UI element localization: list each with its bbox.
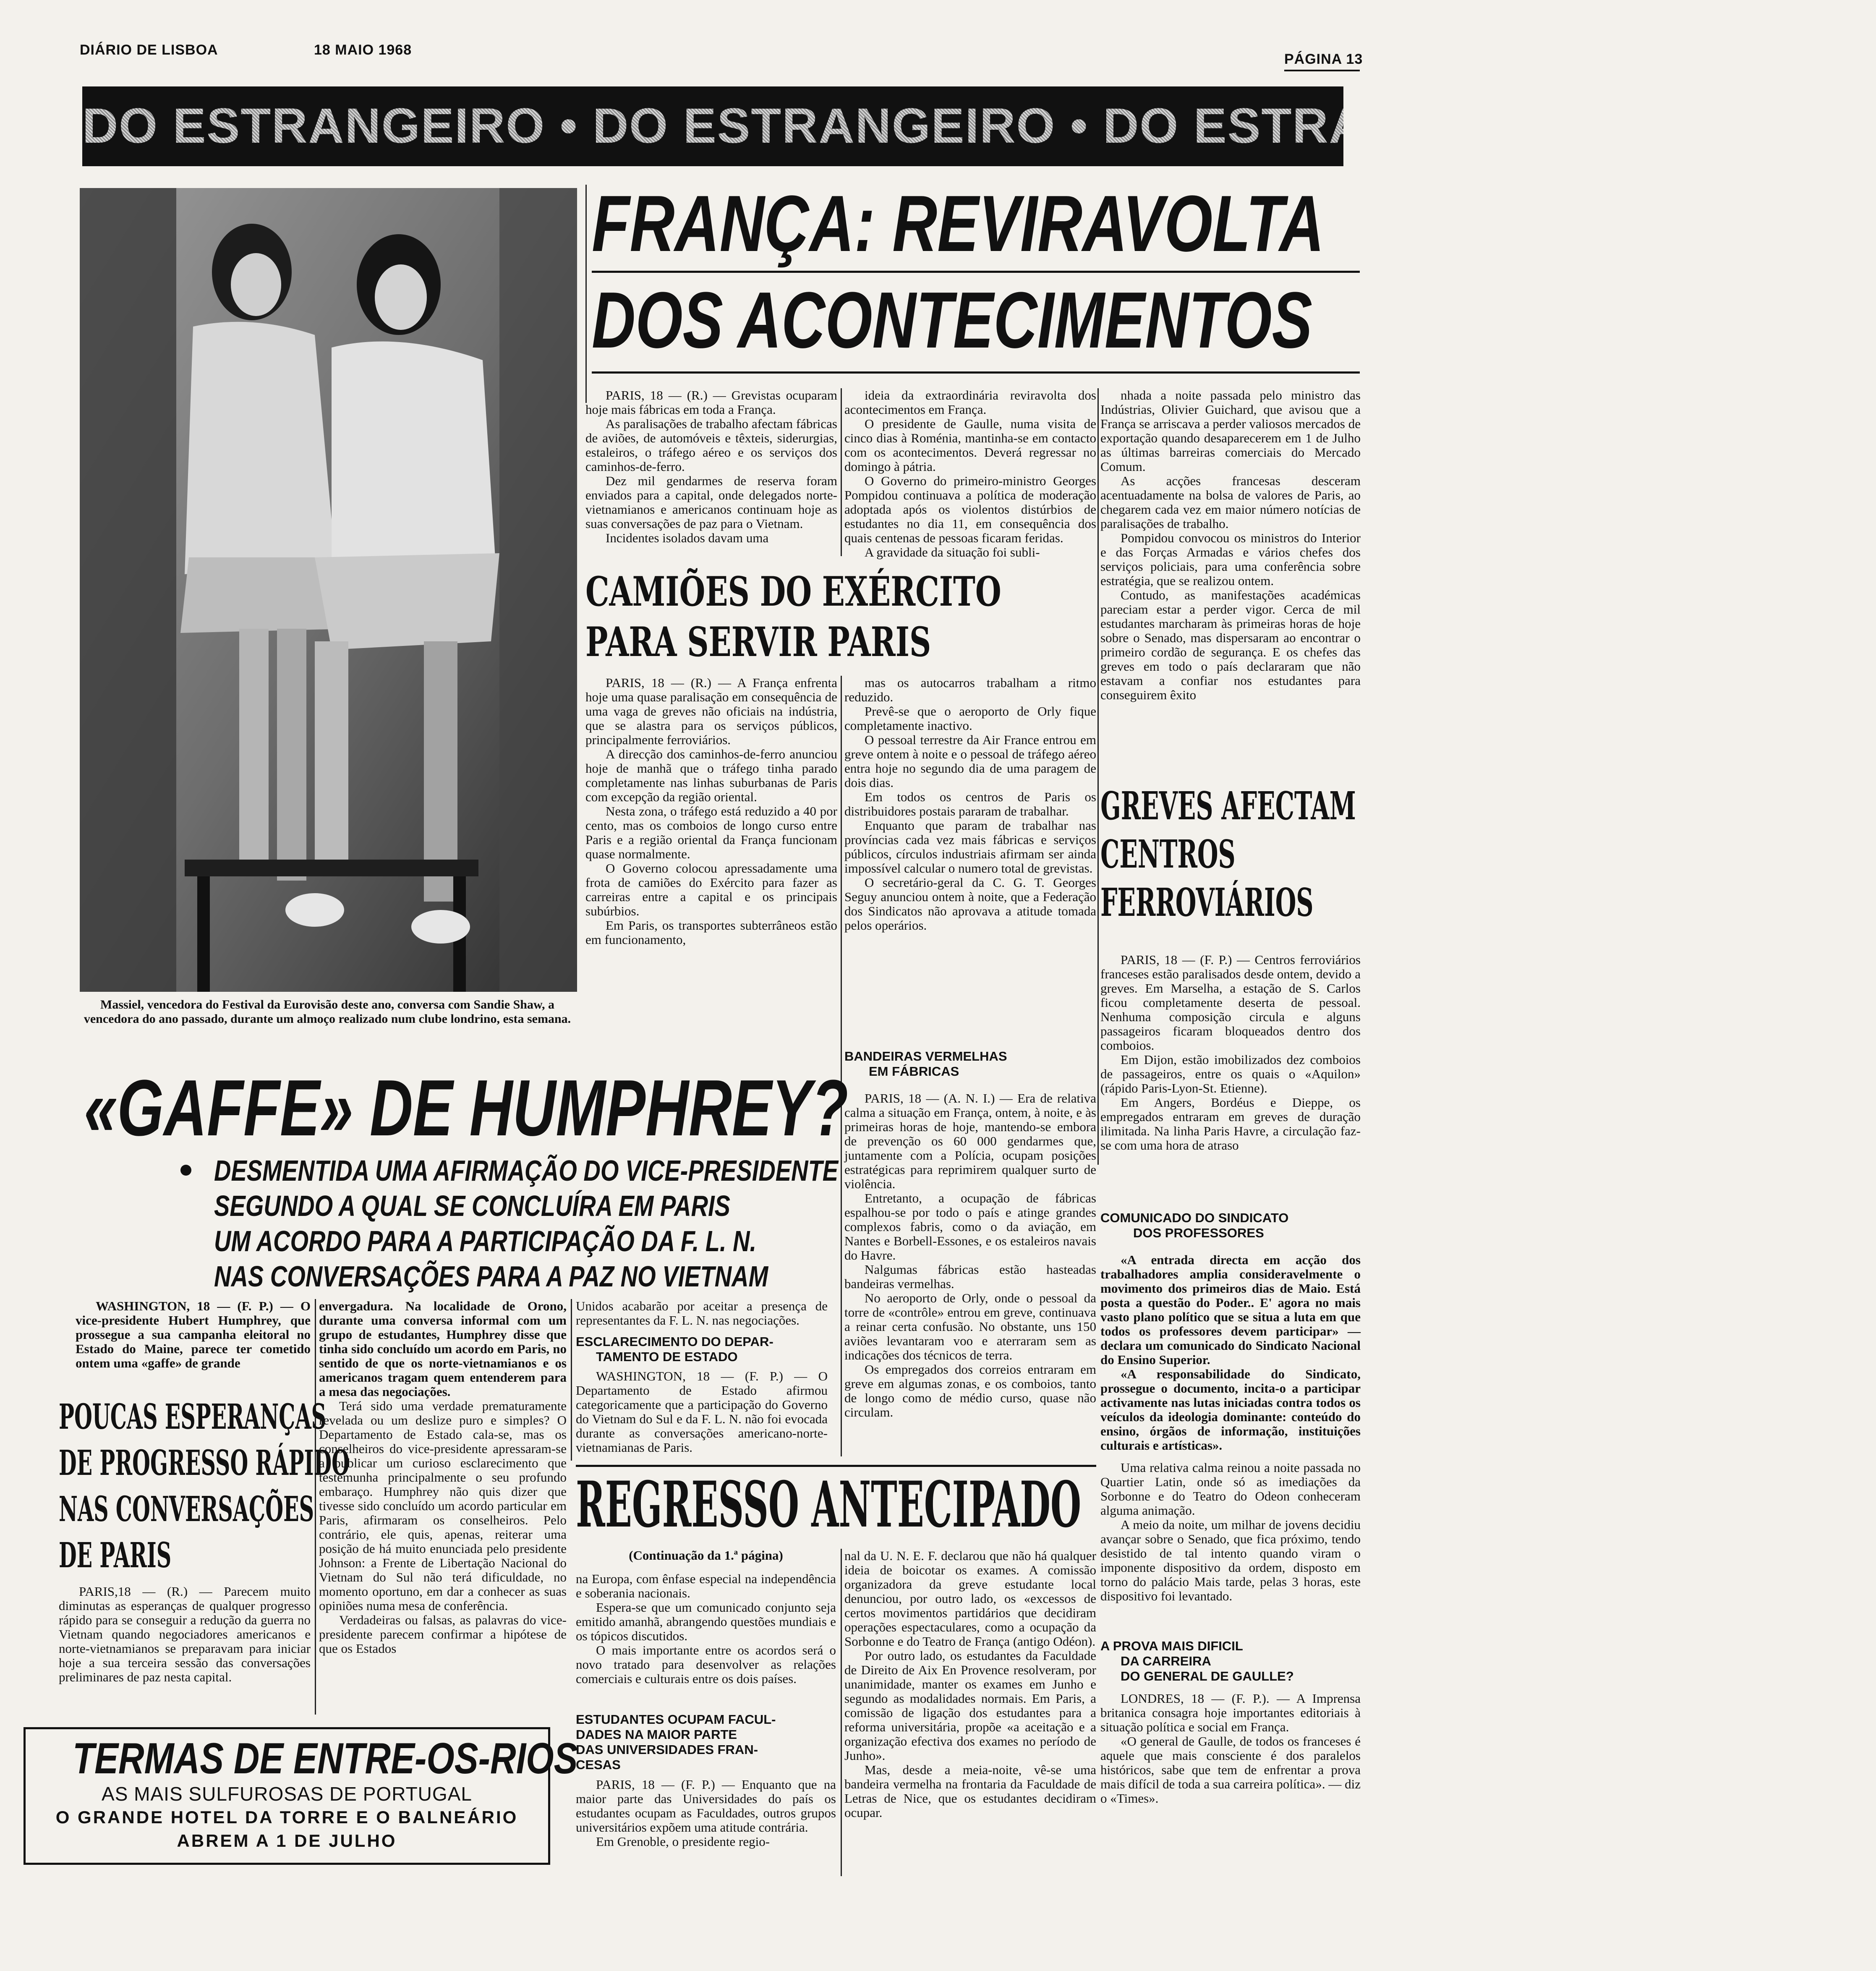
humphrey-subtitle-line-4: NAS CONVERSAÇÕES PARA A PAZ NO VIETNAM — [214, 1260, 768, 1293]
union-title-line-2: DOS PROFESSORES — [1133, 1226, 1264, 1240]
headline-rule — [576, 1465, 1096, 1467]
paragraph: mas os autocarros trabalham a ritmo reduzido. — [844, 675, 1096, 704]
column-rule — [585, 185, 587, 403]
paragraph: LONDRES, 18 — (F. P.). — A Imprensa britanica consagra hoje importantes editoriais à situação política e social em França. — [1100, 1691, 1361, 1734]
rail-headline-line-1: GREVES AFECTAM — [1100, 783, 1356, 829]
gaulle-title-line-2: DA CARREIRA — [1121, 1654, 1211, 1668]
paragraph: Nalgumas fábricas estão hasteadas bandeiras vermelhas. — [844, 1262, 1096, 1291]
section-banner-text: DO ESTRANGEIRO • DO ESTRANGEIRO • DO ESTRANGEIRO • DO ESTRA — [82, 97, 1343, 155]
students-title-line-4: CESAS — [576, 1757, 621, 1772]
paragraph: O secretário-geral da C. G. T. Georges Seguy anunciou ontem à noite, que a Federação dos Sindicatos não aprovava a atitude tomada pelos operários. — [844, 875, 1096, 933]
paragraph: nal da U. N. E. F. declarou que não há qualquer ideia de boicotar os exames. A comissão organizadora da greve estudante local denunciou, por outro lado, os «excessos de certos movimentos partidários que decidiram operações espectaculares, como a ocupação da Sorbonne e do Teatro de França (antigo Odéon). — [844, 1548, 1096, 1649]
page-number-underline — [1284, 70, 1360, 71]
humphrey-headline: «GAFFE» DE HUMPHREY? — [84, 1064, 849, 1153]
paragraph: Dez mil gendarmes de reserva foram enviados para a capital, onde delegados norte-vietnamianos e americanos continuam hoje as suas conversações de paz para o Vietnam. — [585, 473, 837, 531]
hopes-headline-line-1: POUCAS ESPERANÇAS — [59, 1397, 327, 1437]
rail-headline-line-3: FERROVIÁRIOS — [1100, 880, 1314, 925]
gaulle-column — [1100, 1691, 1361, 1826]
paragraph: Prevê-se que o aeroporto de Orly fique completamente inactivo. — [844, 704, 1096, 733]
paragraph: O pessoal terrestre da Air France entrou em greve ontem à noite e o pessoal de tráfego aéreo entra hoje no segundo dia de uma paragem de dois dias. — [844, 732, 1096, 790]
newspaper-name: DIÁRIO DE LISBOA — [80, 42, 218, 58]
return-headline: REGRESSO ANTECIPADO — [576, 1468, 1082, 1542]
paragraph: PARIS, 18 — (R.) — A França enfrenta hoje uma quase paralisação em consequência de uma vaga de greves não oficiais na indústria, que se alastra para os serviços públicos, principalmente ferroviários. — [585, 675, 837, 747]
students-title-line-1: ESTUDANTES OCUPAM FACUL- — [576, 1712, 776, 1727]
paragraph: Os empregados dos correios entraram em greve em algumas zonas, e os comboios, tanto de longo como de médio curso, quase não circulam. — [844, 1362, 1096, 1419]
france-column-2 — [844, 388, 1096, 559]
paragraph: nhada a noite passada pelo ministro das Indústrias, Olivier Guichard, que avisou que a França se arriscava a perder valiosos mercados de exportação quando desaparecerem em 1 de Julho as últimas barreiras comerciais do Mercado Comum. — [1100, 388, 1361, 474]
paragraph: Em Grenoble, o presidente regio- — [596, 1834, 770, 1849]
union-column — [1100, 1252, 1361, 1453]
rail-column — [1100, 953, 1361, 1188]
ad-title: TERMAS DE ENTRE-OS-RIOS — [73, 1734, 578, 1783]
students-column — [576, 1778, 836, 1874]
paragraph: Em Angers, Bordéus e Dieppe, os empregados entraram em greves de duração ilimitada. Na linha Paris Havre, a circulação faz-se com uma hora de atraso — [1100, 1095, 1361, 1153]
paragraph: Incidentes isolados davam uma — [606, 531, 769, 545]
paragraph: Em Dijon, estão imobilizados dez comboios de passageiros, entre os quais o «Aquilon» (rápido Paris-Lyon-St. Etienne). — [1100, 1052, 1361, 1095]
hopes-headline-line-3: NAS CONVERSAÇÕES — [59, 1489, 314, 1529]
paragraph: na Europa, com ênfase especial na independência e soberania nacionais. — [576, 1571, 836, 1600]
paragraph: WASHINGTON, 18 — (F. P.) — O vice-presidente Hubert Humphrey, que prossegue a sua campanha eleitoral no Estado do Maine, parece ter cometido ontem uma «gaffe» de grande — [76, 1299, 311, 1370]
paragraph: PARIS, 18 — (A. N. I.) — Era de relativa calma a situação em França, ontem, à noite, e às primeiras horas de hoje, mantendo-se embora de prevenção os 60 000 gendarmes que, juntamente com a Polícia, ocupam posições estratégicas para reprimirem qualquer surto de violência. — [844, 1091, 1096, 1191]
ad-subtitle: AS MAIS SULFUROSAS DE PORTUGAL — [102, 1783, 472, 1805]
paragraph: As paralisações de trabalho afectam fábricas de aviões, de automóveis e têxteis, siderurgias, estaleiros, o tráfego aéreo e os serviços dos caminhos-de-ferro. — [585, 416, 837, 474]
page-number: PÁGINA 13 — [1284, 51, 1363, 67]
headline-rule — [592, 271, 1360, 273]
column-rule — [315, 1299, 316, 1715]
humphrey-column-1 — [76, 1299, 311, 1400]
paragraph: Verdadeiras ou falsas, as palavras do vice-presidente parecem confirmar a hipótese de que os Estados — [319, 1613, 567, 1656]
paragraph: No aeroporto de Orly, onde o pessoal da torre de «contrôle» entrou em greve, continuava a reinar certa confusão. No obstante, uns 150 aviões levantaram voo e aterraram sem as indicações dos técnicos de terra. — [844, 1291, 1096, 1362]
paragraph: Em Paris, os transportes subterrâneos estão em funcionamento, — [585, 918, 837, 947]
paragraph: «A entrada directa em acção dos trabalhadores amplia consideravelmente o movimento dos primeiros dias de Maio. Está posta a questão do Poder.. E' agora no mais vasto plano político que se situa a luta em que todos os professores devem participar» — declara um comunicado do Sindicato Nacional do Ensino Superior. — [1100, 1252, 1361, 1367]
paragraph: A gravidade da situação foi subli- — [865, 545, 1040, 559]
france-headline-line-2: DOS ACONTECIMENTOS — [592, 276, 1312, 365]
humphrey-column-3 — [576, 1299, 828, 1333]
bullet-icon — [180, 1165, 191, 1176]
paragraph: Nesta zona, o tráfego está reduzido a 40 por cento, mas os comboios de longo curso entre Paris e a região oriental da França funcionam quase normalmente. — [585, 804, 837, 861]
column-rule — [841, 388, 842, 556]
paragraph: Entretanto, a ocupação de fábricas espalhou-se por todo o país e atinge grandes complexos fabris, como o da aviação, em Nantes e Borbell-Essones, e os estaleiros navais do Havre. — [844, 1191, 1096, 1263]
humphrey-subtitle-line-1: DESMENTIDA UMA AFIRMAÇÃO DO VICE-PRESIDENTE — [214, 1154, 839, 1187]
rail-headline-line-2: CENTROS — [1100, 831, 1236, 877]
paragraph: PARIS, 18 — (F. P.) — Centros ferroviários franceses estão paralisados desde ontem, devido a greves. Em Marselha, a estação de S. Carlos ficou completamente deserta de pessoal. Nenhuma composição circula e alguns passageiros ficaram bloqueados dentro dos comboios. — [1100, 952, 1361, 1053]
france-headline-line-1: FRANÇA: REVIRAVOLTA — [592, 179, 1325, 268]
photo-caption: Massiel, vencedora do Festival da Eurovisão deste ano, conversa com Sandie Shaw, a vencedora do ano passado, durante um almoço realizado num clube londrino, esta semana. — [84, 998, 571, 1026]
france-column-3 — [1100, 388, 1361, 753]
paragraph: ideia da extraordinária reviravolta dos acontecimentos em França. — [844, 388, 1096, 417]
ad-opening-line: ABREM A 1 DE JULHO — [177, 1831, 397, 1851]
paragraph: PARIS, 18 — (F. P.) — Enquanto que na maior parte das Universidades do país os estudantes ocupam as Faculdades, outros grupos universitários expõem uma atitude contrária. — [576, 1777, 836, 1835]
column-rule — [571, 1299, 572, 1461]
hopes-headline-line-4: DE PARIS — [59, 1535, 172, 1576]
gaulle-title-line-3: DO GENERAL DE GAULLE? — [1121, 1669, 1294, 1683]
ad-hotel-line: O GRANDE HOTEL DA TORRE E O BALNEÁRIO — [55, 1807, 518, 1827]
column-rule — [1097, 388, 1099, 1165]
humphrey-subtitle-line-2: SEGUNDO A QUAL SE CONCLUÍRA EM PARIS — [214, 1189, 731, 1222]
paragraph: «O general de Gaulle, de todos os franceses é aquele que mais consciente é dos paralelos históricos, sabe que tem de enfrentar a prova mais difícil de toda a sua carreira política». — diz o «Times». — [1100, 1734, 1361, 1806]
paragraph: PARIS, 18 — (R.) — Grevistas ocuparam hoje mais fábricas em toda a França. — [585, 388, 837, 417]
humphrey-column-2 — [319, 1299, 567, 1715]
paragraph: Em todos os centros de Paris os distribuidores postais pararam de trabalhar. — [844, 789, 1096, 818]
headline-rule — [592, 371, 1360, 374]
union-title-line-1: COMUNICADO DO SINDICATO — [1100, 1210, 1289, 1225]
paragraph: Pompidou convocou os ministros do Interior e das Forças Armadas e vários chefes dos serviços policiais, para uma conferência sobre estratégia, que se realizou ontem. — [1100, 531, 1361, 588]
flags-title-line-1: BANDEIRAS VERMELHAS — [844, 1049, 1007, 1064]
state-dept-title-line-2: TAMENTO DE ESTADO — [596, 1349, 738, 1364]
section-banner — [82, 86, 1876, 166]
news-photo — [80, 188, 577, 992]
paragraph: O presidente de Gaulle, numa visita de cinco dias à Roménia, mantinha-se em contacto com os acontecimentos. Deverá regressar no domingo à pátria. — [844, 416, 1096, 474]
hopes-column — [59, 1584, 311, 1715]
photo-illustration — [80, 188, 577, 992]
humphrey-subtitle-line-3: UM ACORDO PARA A PARTICIPAÇÃO DA F. L. N. — [214, 1225, 757, 1257]
column-rule — [841, 1549, 842, 1876]
latin-quarter-column — [1100, 1461, 1361, 1624]
trucks-column-2 — [844, 676, 1096, 1053]
state-dept-column — [576, 1369, 828, 1461]
continuation-note: (Continuação da 1.ª página) — [629, 1548, 783, 1563]
hopes-headline-line-2: DE PROGRESSO RÁPIDO — [59, 1443, 350, 1483]
trucks-column-1 — [585, 676, 837, 1037]
trucks-headline-line-1: CAMIÕES DO EXÉRCITO — [585, 568, 1001, 615]
paragraph: envergadura. Na localidade de Orono, durante uma conversa informal com um grupo de estudantes, Humphrey disse que tinha sido concluído um acordo em Paris, no sentido de que os norte-vietnamianos e os americanos tragam quem entenderem para a mesa das negociações. — [319, 1299, 567, 1399]
students-title-line-2: DADES NA MAIOR PARTE — [576, 1727, 737, 1742]
issue-date: 18 MAIO 1968 — [314, 42, 412, 58]
paragraph: A direcção dos caminhos-de-ferro anunciou hoje de manhã que o tráfego tinha parado completamente nas linhas suburbanas de Paris com excepção da região oriental. — [585, 747, 837, 804]
state-dept-title-line-1: ESCLARECIMENTO DO DEPAR- — [576, 1334, 773, 1349]
paragraph: O Governo do primeiro-ministro Georges Pompidou continuava a política de moderação adoptada após os violentos distúrbios de estudantes no dia 11, em consequência dos quais centenas de pessoas ficaram feridas. — [844, 473, 1096, 545]
advertisement-box — [24, 1727, 578, 1865]
paragraph: Uma relativa calma reinou a noite passada no Quartier Latin, onde só as imediações da Sorbonne e do Teatro do Odeon conheceram alguma animação. — [1100, 1460, 1361, 1518]
paragraph: Espera-se que um comunicado conjunto seja emitido amanhã, abrangendo questões mundiais e os tópicos discutidos. — [576, 1600, 836, 1643]
students-title-line-3: DAS UNIVERSIDADES FRAN- — [576, 1742, 758, 1757]
paragraph: Por outro lado, os estudantes da Faculdade de Direito de Aix En Provence resolveram, por unanimidade, manter os exames em Junho e segundo as modalidades normais. Em Paris, a comissão de ligação dos estudantes para a reforma universitária, propõe «a aceitação e a organização efectiva dos exames no período de Junho». — [844, 1648, 1096, 1763]
paragraph: Enquanto que param de trabalhar nas províncias cada vez mais fábricas e serviços públicos, círculos industriais afirmam ser ainda impossível calcular o numero total de grevistas. — [844, 818, 1096, 876]
paragraph: PARIS,18 — (R.) — Parecem muito diminutas as esperanças de qualquer progresso rápido para se conseguir a redução da guerra no Vietnam quando negociadores americanos e norte-vietnamianos se preparavam para iniciar hoje a sua terceira sessão das conversações preliminares de paz nesta capital. — [59, 1584, 311, 1684]
paragraph: Unidos acabarão por aceitar a presença de representantes da F. L. N. nas negociações. — [576, 1299, 828, 1328]
paragraph: WASHINGTON, 18 — (F. P.) — O Departamento de Estado afirmou categoricamente que a participação do Governo do Vietnam do Sul e da F. L. N. não foi evocada durante as conversações americano-norte-vietnamianas de Paris. — [576, 1369, 828, 1455]
paragraph: «A responsabilidade do Sindicato, prossegue o documento, incita-o a participar activamente nas lutas iniciadas contra todos os veículos da ideologia dominante: conteúdo do ensino, órgãos de informação, instituições culturais e artísticas». — [1100, 1367, 1361, 1453]
paragraph: A meio da noite, um milhar de jovens decidiu avançar sobre o Senado, que fica próximo, tendo desistido de tal intento quando viram o imponente dispositivo da ordem, disposto em torno do palácio Mais tarde, pelas 3 horas, este dispositivo foi levantado. — [1100, 1517, 1361, 1603]
return-column-1 — [576, 1572, 836, 1706]
gaulle-title-line-1: A PROVA MAIS DIFICIL — [1100, 1639, 1243, 1653]
flags-column — [844, 1091, 1096, 1456]
paragraph: O Governo colocou apressadamente uma frota de camiões do Exército para fazer as carreiras entre a capital e os principais subúrbios. — [585, 861, 837, 918]
trucks-headline-line-2: PARA SERVIR PARIS — [585, 618, 931, 666]
paragraph: As acções francesas desceram acentuadamente na bolsa de valores de Paris, ao chegarem cada vez em maior número notícias de paralisações de trabalho. — [1100, 473, 1361, 531]
return-column-2 — [844, 1549, 1096, 1876]
france-column-1 — [585, 388, 837, 550]
paragraph: Contudo, as manifestações académicas pareciam estar a perder vigor. Cerca de mil estudantes marcharam às primeiras horas de hoje sobre o Senado, mas dispersaram ao encontrar o primeiro cordão de segurança. E os chefes das greves em todo o país declararam que não estavam a confiar nos estudantes para conseguirem êxito — [1100, 588, 1361, 702]
flags-title-line-2: EM FÁBRICAS — [869, 1064, 959, 1079]
paragraph: O mais importante entre os acordos será o novo tratado para desenvolver as relações comerciais e culturais entre os dois países. — [576, 1643, 836, 1686]
paragraph: Terá sido uma verdade prematuramente revelada ou um deslize puro e simples? O Departamento de Estado cala-se, mas os conselheiros do vice-presidente apressaram-se a publicar um curioso esclarecimento que testemunha principalmente o seu profundo embaraço. Humphrey não quis dizer que tivesse sido concluído um acordo particular em Paris, afirmaram os conselheiros. Pelo contrário, ele quis, apenas, reiterar uma posição de há muito enunciada pelo presidente Johnson: a Frente de Libertação Nacional do Vietnam do Sul não terá dificuldade, no momento oportuno, em dar a conhecer as suas opiniões numa mesa de conferência. — [319, 1399, 567, 1613]
paragraph: Mas, desde a meia-noite, vê-se uma bandeira vermelha na frontaria da Faculdade de Letras de Nice, que os estudantes decidiram ocupar. — [844, 1762, 1096, 1820]
